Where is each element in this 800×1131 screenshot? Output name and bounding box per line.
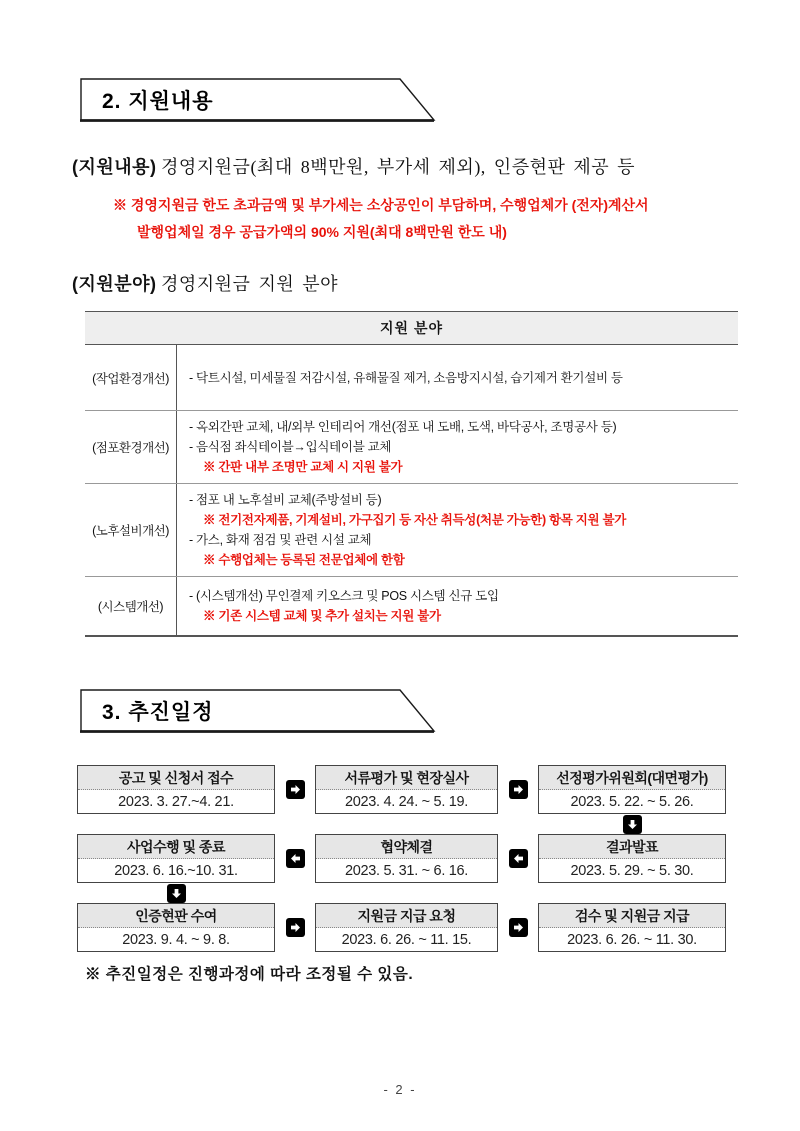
schedule-box-title: 서류평가 및 현장실사 (316, 766, 497, 790)
support-field-paragraph (72, 270, 338, 296)
content-line: - 닥트시설, 미세물질 저감시설, 유해물질 제거, 소음방지시설, 습기제거 환기설비 등 (189, 370, 623, 385)
flow-arrow-cell (275, 903, 315, 952)
schedule-box-date: 2023. 6. 26. ~ 11. 15. (341, 931, 472, 948)
schedule-box (77, 834, 275, 883)
arrow-left-icon (509, 849, 528, 868)
support-content-label: (지원내용) (72, 157, 157, 177)
content-line: - 가스, 화재 점검 및 관련 시설 교체 (189, 533, 372, 547)
schedule-box-title: 검수 및 지원금 지급 (539, 904, 725, 928)
schedule-box-date: 2023. 5. 22. ~ 5. 26. (570, 793, 694, 810)
schedule-box-date: 2023. 6. 26. ~ 11. 30. (567, 931, 697, 948)
schedule-box-date: 2023. 9. 4. ~ 9. 8. (122, 931, 230, 948)
table-row (85, 411, 738, 484)
table-row (85, 484, 738, 577)
schedule-box (538, 834, 726, 883)
row-content (177, 345, 738, 410)
schedule-box-date: 2023. 5. 29. ~ 5. 30. (570, 862, 694, 879)
row-category: (시스템개선) (85, 577, 177, 635)
content-line: - (시스템개선) 무인결제 키오스크 및 POS 시스템 신규 도입 (189, 589, 499, 603)
arrow-left-icon (286, 849, 305, 868)
flow-arrow-cell (77, 883, 275, 903)
schedule-box-title: 사업수행 및 종료 (78, 835, 274, 859)
schedule-box-date: 2023. 5. 31. ~ 6. 16. (344, 862, 469, 879)
flow-arrow-cell (498, 834, 538, 883)
support-content-paragraph (72, 153, 635, 179)
flow-arrow-cell (275, 765, 315, 814)
support-note-line-2: 발행업체일 경우 공급가액의 90% 지원(최대 8백만원 한도 내) (137, 224, 507, 240)
content-line: - 옥외간판 교체, 내/외부 인테리어 개선(점포 내 도배, 도색, 바닥공사, 조명공사 등) (189, 420, 617, 434)
schedule-box (315, 765, 498, 814)
table-row (85, 345, 738, 411)
support-note-line-1: ※ 경영지원금 한도 초과금액 및 부가세는 소상공인이 부담하며, 수행업체가 (전자)계산서 (113, 197, 649, 213)
schedule-box (77, 765, 275, 814)
support-field-table (85, 311, 738, 637)
row-category: (점포환경개선) (85, 411, 177, 483)
section-2-title: 2. 지원내용 (102, 90, 214, 113)
content-line: - 음식점 좌식테이블→입식테이블 교체 (189, 440, 392, 454)
arrow-down-icon (623, 815, 642, 834)
row-content (177, 411, 738, 483)
schedule-box (315, 834, 498, 883)
schedule-box-title: 지원금 지급 요청 (316, 904, 497, 928)
table-row (85, 577, 738, 635)
schedule-box (77, 903, 275, 952)
support-field-label: (지원분야) (72, 274, 157, 294)
arrow-down-icon (167, 884, 186, 903)
arrow-right-icon (286, 918, 305, 937)
schedule-box-date: 2023. 3. 27.~4. 21. (118, 793, 234, 810)
content-line: - 점포 내 노후설비 교체(주방설비 등) (189, 493, 382, 507)
schedule-box (538, 765, 726, 814)
schedule-flow (77, 765, 726, 952)
schedule-box-title: 인증현판 수여 (78, 904, 274, 928)
row-content (177, 577, 738, 635)
support-field-text: 경영지원금 지원 분야 (161, 274, 338, 294)
schedule-box (315, 903, 498, 952)
page-number: - 2 - (383, 1082, 417, 1097)
arrow-right-icon (286, 780, 305, 799)
arrow-right-icon (509, 918, 528, 937)
row-category: (노후설비개선) (85, 484, 177, 576)
support-content-text: 경영지원금(최대 8백만원, 부가세 제외), 인증현판 제공 등 (161, 157, 636, 177)
section-3-banner (80, 689, 436, 733)
schedule-box (538, 903, 726, 952)
schedule-box-title: 협약체결 (316, 835, 497, 859)
row-content (177, 484, 738, 576)
table-header: 지원 분야 (85, 312, 738, 345)
schedule-box-title: 선정평가위원회(대면평가) (539, 766, 725, 790)
content-note-line: ※ 수행업체는 등록된 전문업체에 한함 (203, 553, 405, 567)
schedule-note: ※ 추진일정은 진행과정에 따라 조정될 수 있음. (85, 966, 414, 983)
content-note-line: ※ 전기전자제품, 기계설비, 가구집기 등 자산 취득성(처분 가능한) 항목 지원 불가 (203, 513, 627, 527)
flow-arrow-cell (498, 903, 538, 952)
arrow-right-icon (509, 780, 528, 799)
schedule-box-date: 2023. 6. 16.~10. 31. (114, 862, 238, 879)
section-3-title: 3. 추진일정 (102, 701, 214, 724)
row-category: (작업환경개선) (85, 345, 177, 410)
flow-arrow-cell (538, 814, 726, 834)
flow-arrow-cell (498, 765, 538, 814)
schedule-box-title: 공고 및 신청서 접수 (78, 766, 274, 790)
content-note-line: ※ 간판 내부 조명만 교체 시 지원 불가 (203, 460, 403, 474)
support-content-note (113, 192, 649, 246)
schedule-box-title: 결과발표 (539, 835, 725, 859)
content-note-line: ※ 기존 시스템 교체 및 추가 설치는 지원 불가 (203, 609, 441, 623)
flow-arrow-cell (275, 834, 315, 883)
schedule-box-date: 2023. 4. 24. ~ 5. 19. (344, 793, 469, 810)
section-2-banner (80, 78, 436, 122)
